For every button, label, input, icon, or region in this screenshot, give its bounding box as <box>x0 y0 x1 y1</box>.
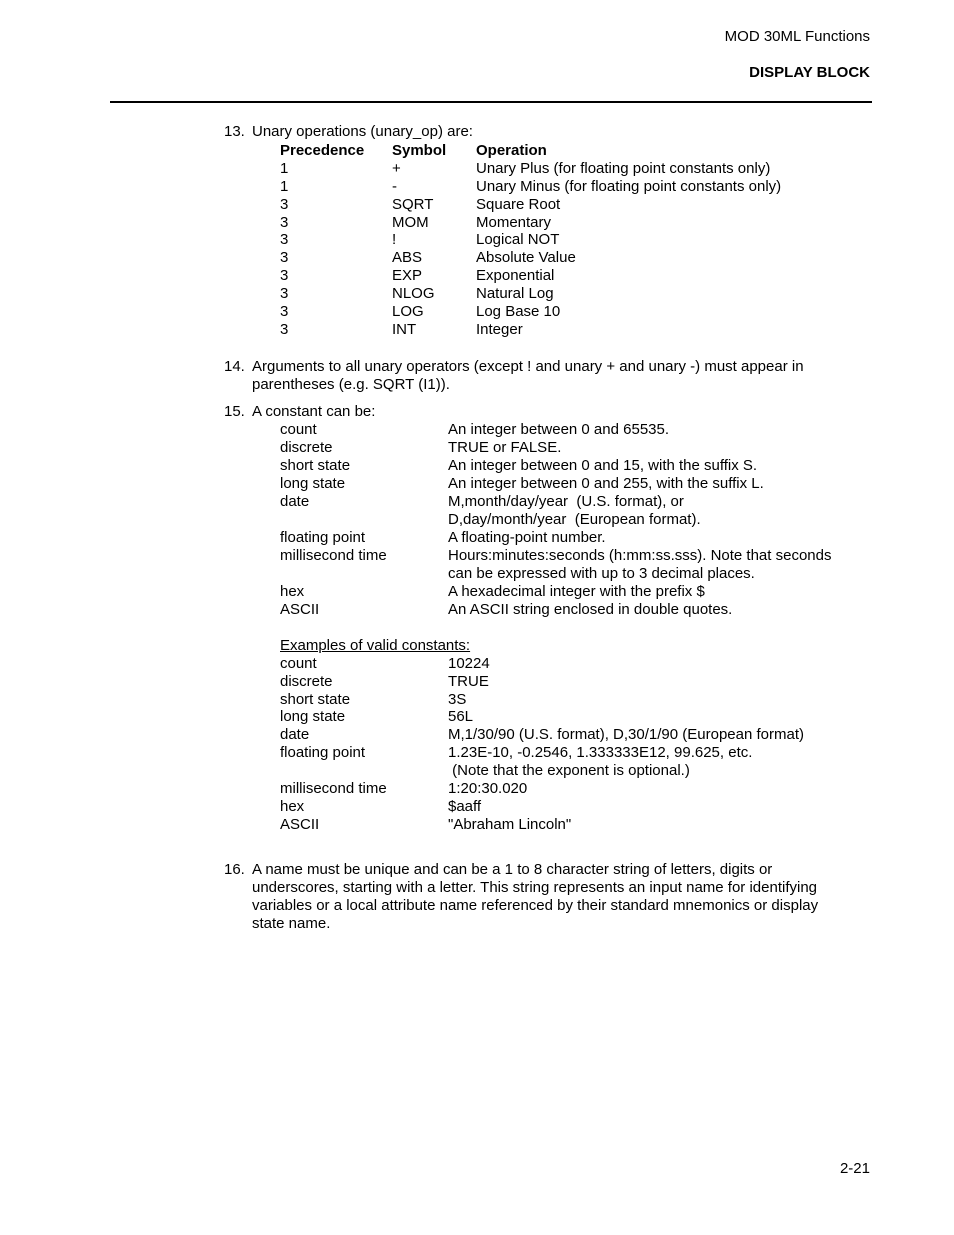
constant-type: hex <box>280 583 305 600</box>
precedence-cell: 1 <box>280 160 289 177</box>
header-rule <box>110 101 872 103</box>
item-14-number: 14. <box>224 358 245 375</box>
precedence-cell: 3 <box>280 249 289 266</box>
constant-description: can be expressed with up to 3 decimal places. <box>448 565 755 582</box>
symbol-cell: - <box>392 178 397 195</box>
precedence-cell: 1 <box>280 178 289 195</box>
symbol-cell: + <box>392 160 401 177</box>
item-16-number: 16. <box>224 861 245 878</box>
example-type: long state <box>280 708 346 725</box>
constant-description: M,month/day/year (U.S. format), or <box>448 493 684 510</box>
symbol-cell: SQRT <box>392 196 434 213</box>
item-13-number: 13. <box>224 123 245 140</box>
constant-description: TRUE or FALSE. <box>448 439 562 456</box>
item-13-text: Unary operations (unary_op) are: <box>252 123 473 140</box>
precedence-cell: 3 <box>280 214 289 231</box>
symbol-cell: INT <box>392 321 417 338</box>
constant-description: Hours:minutes:seconds (h:mm:ss.sss). Note that seconds <box>448 547 832 564</box>
constant-description: An ASCII string enclosed in double quotes. <box>448 601 733 618</box>
item-16-line-4: state name. <box>252 915 331 932</box>
example-value: "Abraham Lincoln" <box>448 816 572 833</box>
item-15-number: 15. <box>224 403 245 420</box>
constant-type: short state <box>280 457 351 474</box>
header-symbol: Symbol <box>392 142 447 159</box>
symbol-cell: ABS <box>392 249 423 266</box>
operation-cell: Momentary <box>476 214 552 231</box>
example-type: count <box>280 655 317 672</box>
example-value: 10224 <box>448 655 490 672</box>
precedence-cell: 3 <box>280 231 289 248</box>
precedence-cell: 3 <box>280 267 289 284</box>
operation-cell: Integer <box>476 321 523 338</box>
symbol-cell: NLOG <box>392 285 435 302</box>
constant-type: date <box>280 493 310 510</box>
example-type: ASCII <box>280 816 320 833</box>
item-16-line-3: variables or a local attribute name referenced by their standard mnemonics or display <box>252 897 819 914</box>
constant-description: A hexadecimal integer with the prefix $ <box>448 583 705 600</box>
item-16-line-2: underscores, starting with a letter. This string represents an input name for identifying <box>252 879 818 896</box>
example-value: M,1/30/90 (U.S. format), D,30/1/90 (European format) <box>448 726 804 743</box>
example-type: discrete <box>280 673 333 690</box>
header-section-title: MOD 30ML Functions <box>724 28 870 45</box>
constant-type: ASCII <box>280 601 320 618</box>
header-precedence: Precedence <box>280 142 365 159</box>
item-15-text: A constant can be: <box>252 403 376 420</box>
precedence-cell: 3 <box>280 196 289 213</box>
constant-description: An integer between 0 and 65535. <box>448 421 670 438</box>
example-value: $aaff <box>448 798 482 815</box>
operation-cell: Unary Plus (for floating point constants only) <box>476 160 771 177</box>
example-value: TRUE <box>448 673 489 690</box>
precedence-cell: 3 <box>280 285 289 302</box>
constant-description: A floating-point number. <box>448 529 606 546</box>
operation-cell: Natural Log <box>476 285 554 302</box>
example-type: millisecond time <box>280 780 387 797</box>
example-type: date <box>280 726 310 743</box>
header-operation: Operation <box>476 142 547 159</box>
symbol-cell: ! <box>392 231 397 248</box>
operation-cell: Logical NOT <box>476 231 560 248</box>
constant-type: long state <box>280 475 346 492</box>
example-value: 3S <box>448 691 467 708</box>
constant-type: discrete <box>280 439 333 456</box>
symbol-cell: LOG <box>392 303 424 320</box>
example-type: short state <box>280 691 351 708</box>
example-value: 56L <box>448 708 474 725</box>
header-subsection-title: DISPLAY BLOCK <box>749 64 870 81</box>
example-value: 1:20:30.020 <box>448 780 528 797</box>
constant-description: An integer between 0 and 255, with the suffix L. <box>448 475 764 492</box>
examples-title: Examples of valid constants: <box>280 637 471 654</box>
page-number: 2-21 <box>839 1160 870 1177</box>
example-value: 1.23E-10, -0.2546, 1.333333E12, 99.625, etc. <box>448 744 753 761</box>
example-type: hex <box>280 798 305 815</box>
constant-type: floating point <box>280 529 366 546</box>
operation-cell: Unary Minus (for floating point constants only) <box>476 178 782 195</box>
item-14-line-1: Arguments to all unary operators (except ! and unary + and unary -) must appear in <box>252 358 804 375</box>
constant-type: count <box>280 421 317 438</box>
example-type: floating point <box>280 744 366 761</box>
precedence-cell: 3 <box>280 321 289 338</box>
item-14-line-2: parentheses (e.g. SQRT (I1)). <box>252 376 450 393</box>
precedence-cell: 3 <box>280 303 289 320</box>
item-16-line-1: A name must be unique and can be a 1 to 8 character string of letters, digits or <box>252 861 773 878</box>
constant-type: millisecond time <box>280 547 387 564</box>
operation-cell: Log Base 10 <box>476 303 561 320</box>
operation-cell: Exponential <box>476 267 555 284</box>
constant-description: D,day/month/year (European format). <box>448 511 701 528</box>
operation-cell: Square Root <box>476 196 561 213</box>
example-value: (Note that the exponent is optional.) <box>448 762 690 779</box>
constant-description: An integer between 0 and 15, with the suffix S. <box>448 457 758 474</box>
operation-cell: Absolute Value <box>476 249 576 266</box>
symbol-cell: EXP <box>392 267 423 284</box>
symbol-cell: MOM <box>392 214 429 231</box>
